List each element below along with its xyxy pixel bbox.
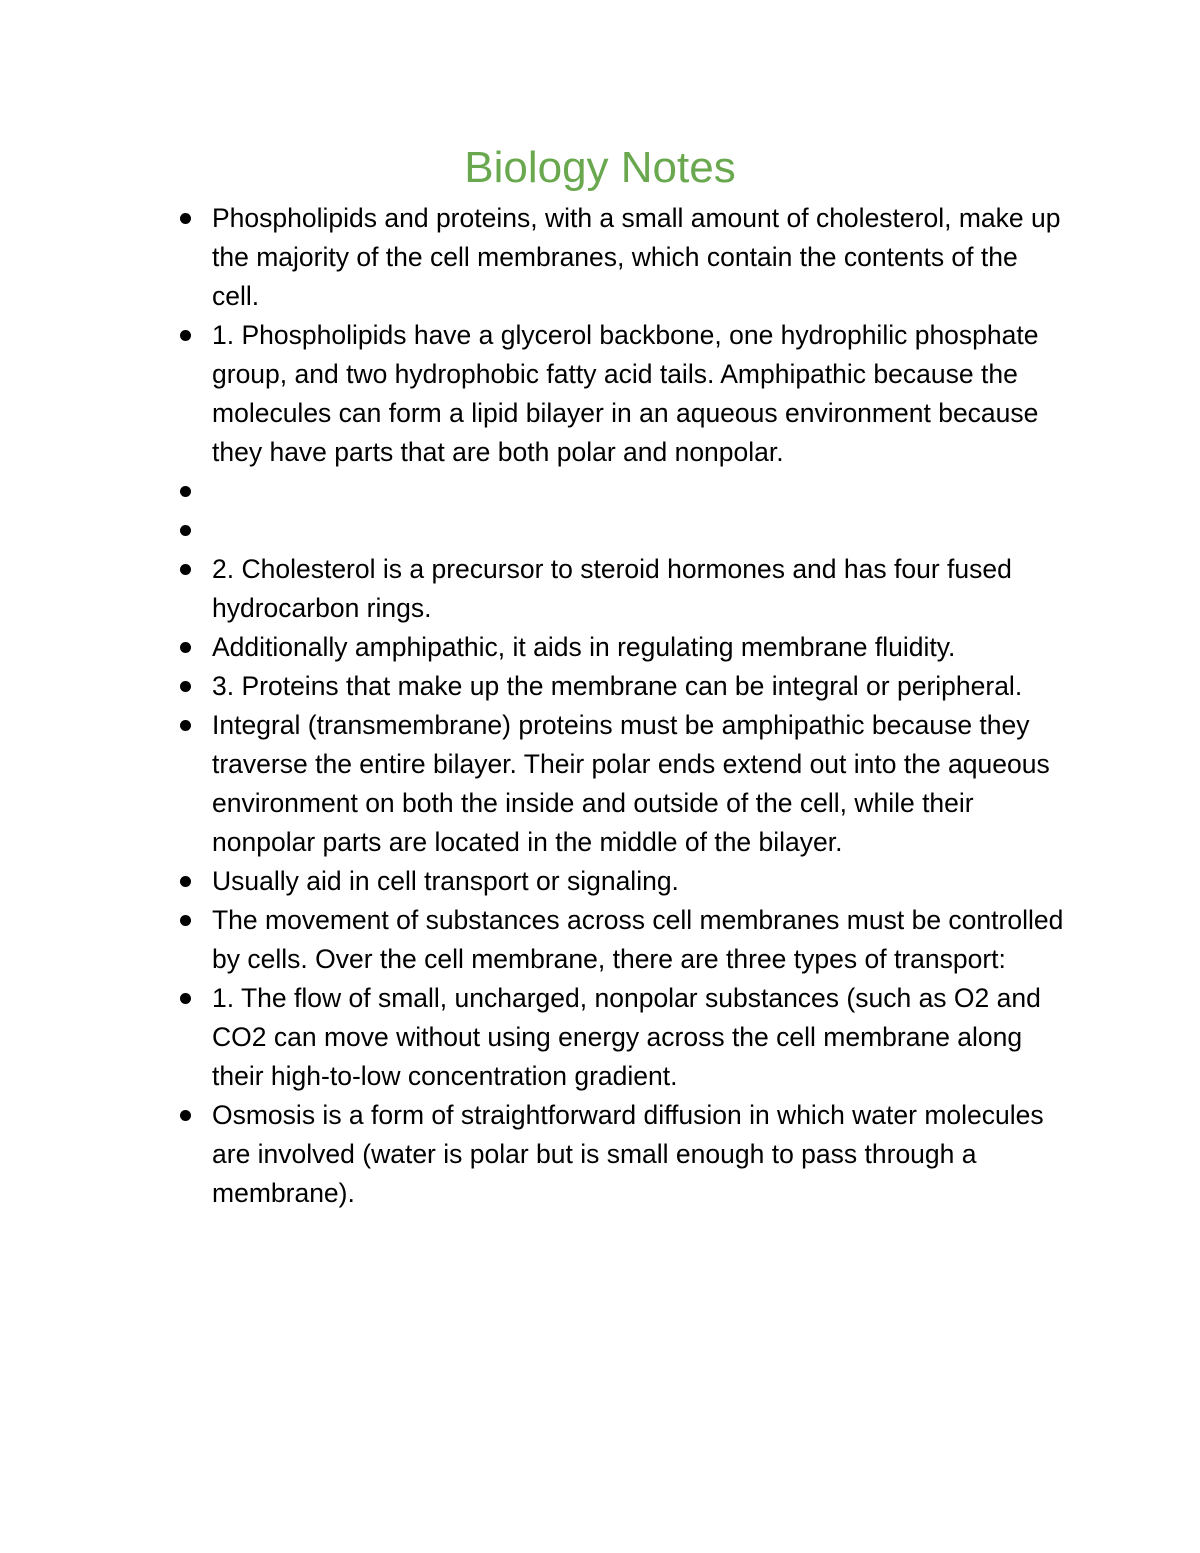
list-item-text: 2. Cholesterol is a precursor to steroid hormones and has four fused hydrocarbon rings. — [212, 554, 1012, 623]
bullet-icon — [180, 564, 191, 575]
list-item-text: Usually aid in cell transport or signaling. — [212, 866, 679, 896]
bullet-icon — [180, 915, 191, 926]
list-item-text: Additionally amphipathic, it aids in regulating membrane fluidity. — [212, 632, 956, 662]
list-item — [180, 706, 1070, 862]
list-item-text: Osmosis is a form of straightforward diffusion in which water molecules are involved (water is polar but is small enough to pass through a membrane). — [212, 1100, 1044, 1208]
list-item — [180, 1096, 1070, 1213]
list-item — [180, 472, 1070, 511]
bullet-icon — [180, 525, 191, 536]
notes-list — [180, 199, 1070, 1213]
bullet-icon — [180, 681, 191, 692]
bullet-icon — [180, 1110, 191, 1121]
list-item-text: 1. Phospholipids have a glycerol backbone, one hydrophilic phosphate group, and two hydrophobic fatty acid tails. Amphipathic because the molecules can form a lipid bilayer in an aqueous environment because they have parts that are both polar and nonpolar. — [212, 320, 1039, 467]
list-item-text: Phospholipids and proteins, with a small amount of cholesterol, make up the majority of the cell membranes, which contain the contents of the cell. — [212, 203, 1061, 311]
list-item-text: The movement of substances across cell membranes must be controlled by cells. Over the cell membrane, there are three types of transport: — [212, 905, 1064, 974]
bullet-icon — [180, 213, 191, 224]
list-item — [180, 862, 1070, 901]
list-item — [180, 316, 1070, 472]
bullet-icon — [180, 642, 191, 653]
list-item — [180, 901, 1070, 979]
list-item — [180, 199, 1070, 316]
list-item — [180, 667, 1070, 706]
list-item — [180, 511, 1070, 550]
list-item-text: 3. Proteins that make up the membrane can be integral or peripheral. — [212, 671, 1023, 701]
list-item — [180, 979, 1070, 1096]
bullet-icon — [180, 486, 191, 497]
page-title: Biology Notes — [464, 143, 736, 192]
list-item — [180, 628, 1070, 667]
list-item-text: 1. The flow of small, uncharged, nonpolar substances (such as O2 and CO2 can move without using energy across the cell membrane along their high-to-low concentration gradient. — [212, 983, 1041, 1091]
bullet-icon — [180, 876, 191, 887]
bullet-icon — [180, 993, 191, 1004]
bullet-icon — [180, 720, 191, 731]
list-item-text: Integral (transmembrane) proteins must be amphipathic because they traverse the entire bilayer. Their polar ends extend out into the aqueous environment on both the inside and outside of the cell, while their nonpolar parts are located in the middle of the bilayer. — [212, 710, 1050, 857]
list-item — [180, 550, 1070, 628]
bullet-icon — [180, 330, 191, 341]
